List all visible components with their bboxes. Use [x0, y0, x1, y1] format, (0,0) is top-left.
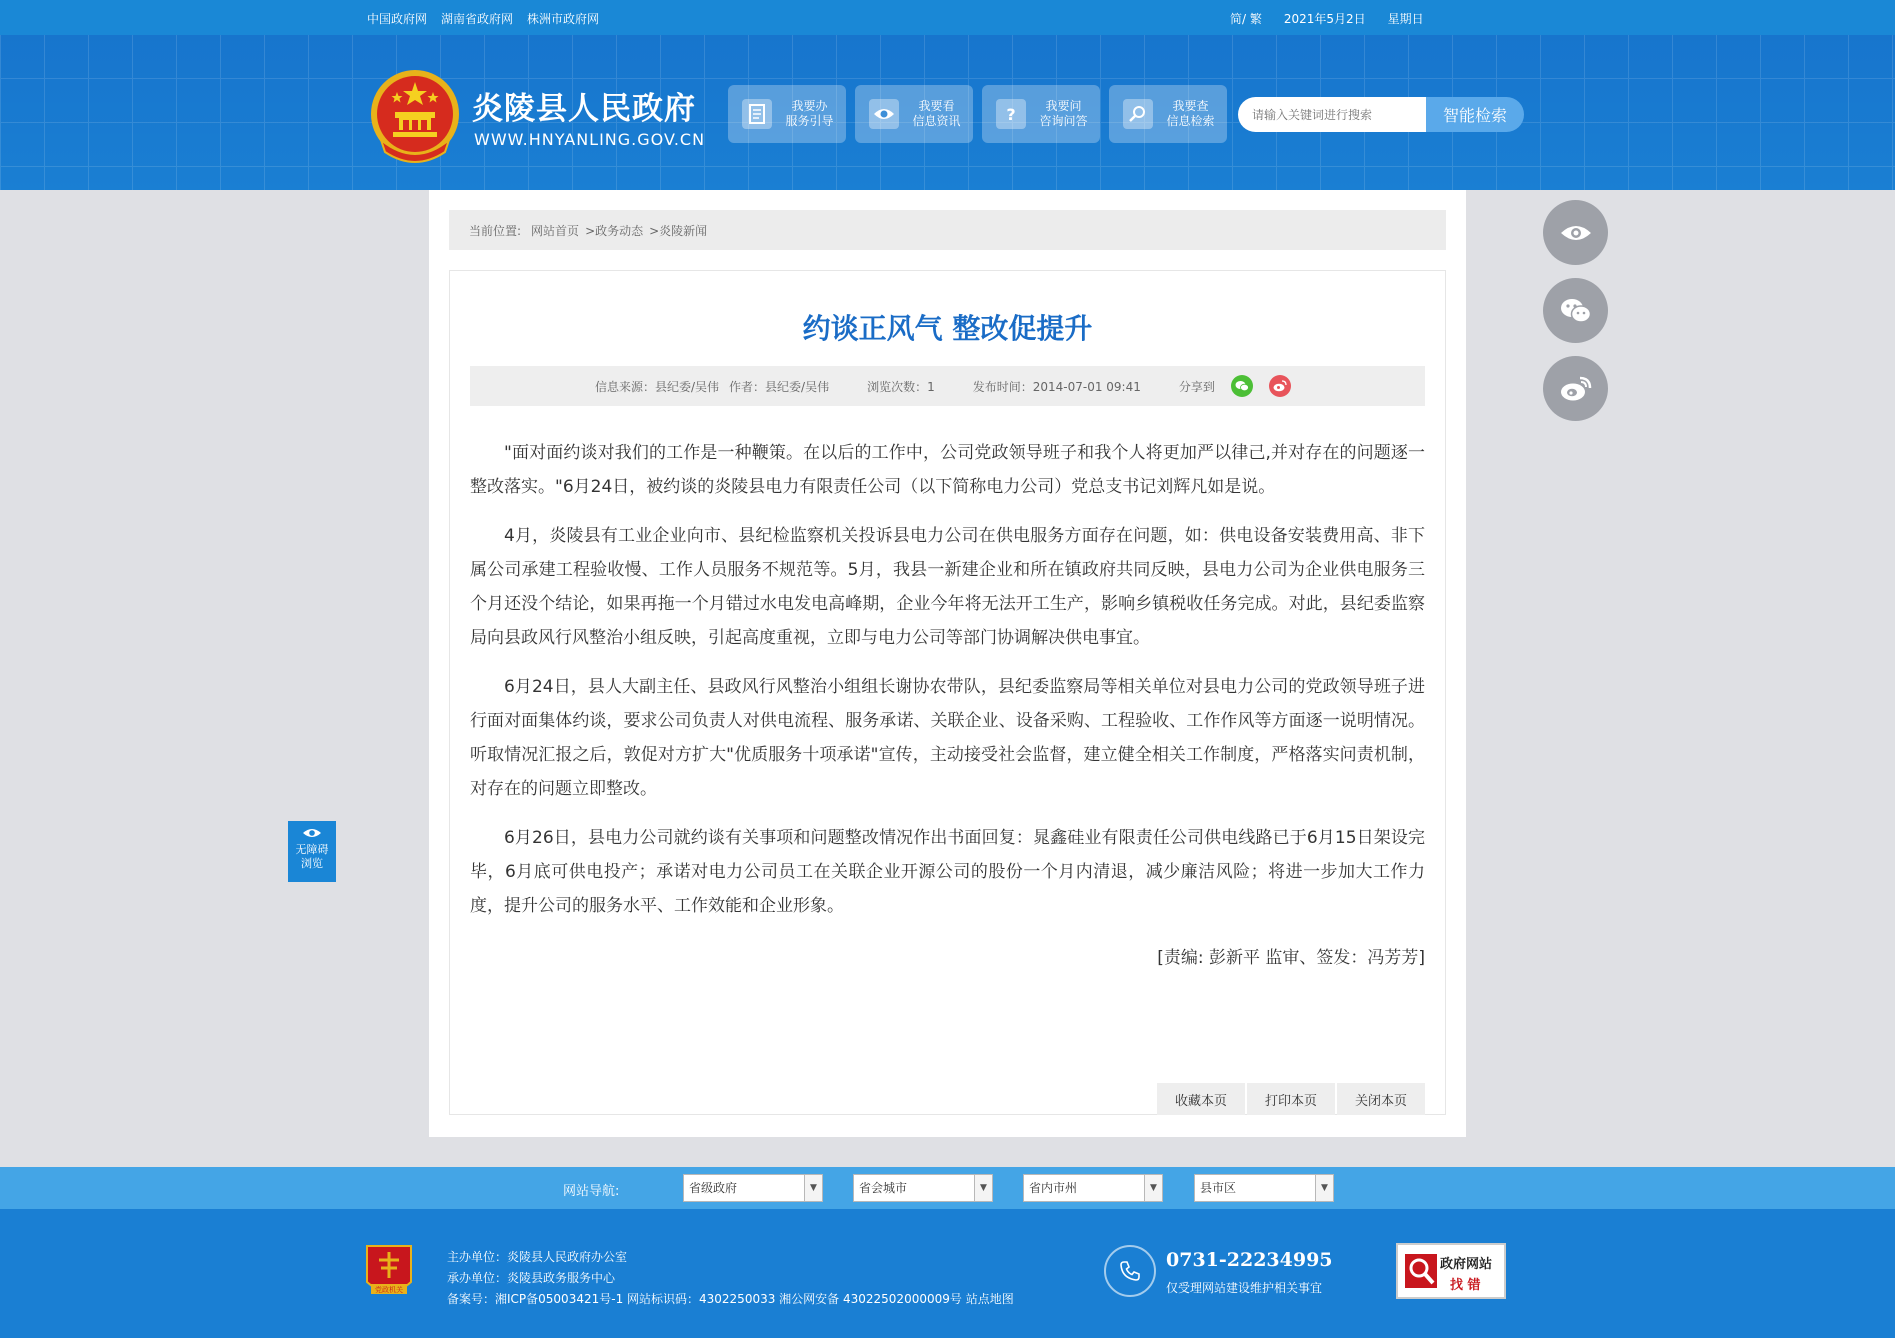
article-content	[470, 436, 1425, 938]
chevron-down-icon: ▼	[804, 1175, 822, 1201]
svg-text:党政机关: 党政机关	[375, 1286, 403, 1294]
print-page-button[interactable]: 打印本页	[1247, 1083, 1335, 1115]
search-box	[1238, 97, 1524, 132]
accessibility-label-2: 浏览	[301, 857, 323, 870]
question-icon: ?	[996, 99, 1026, 129]
find-error-button[interactable]	[1396, 1243, 1506, 1299]
chevron-down-icon: ▼	[974, 1175, 992, 1201]
article-editor: [责编: 彭新平 监审、签发：冯芳芳]	[1157, 948, 1425, 968]
article-actions	[1157, 1083, 1425, 1115]
phone-icon	[1104, 1245, 1156, 1297]
footer-info	[447, 1247, 1014, 1310]
article-meta	[470, 366, 1425, 406]
select-provincial-gov[interactable]: 省级政府 ▼	[683, 1174, 823, 1202]
float-wechat-icon[interactable]	[1543, 278, 1608, 343]
footer-phone-desc: 仅受理网站建设维护相关事宜	[1166, 1281, 1323, 1295]
link-hunan-gov[interactable]: 湖南省政府网	[441, 12, 514, 26]
top-right	[1230, 10, 1424, 27]
share-weibo-icon[interactable]	[1269, 375, 1291, 397]
link-china-gov[interactable]: 中国政府网	[367, 12, 428, 26]
main-panel	[429, 190, 1466, 1137]
meta-source: 信息来源：县纪委/吴伟	[595, 379, 720, 394]
select-capital-cities[interactable]: 省会城市 ▼	[853, 1174, 993, 1202]
close-page-button[interactable]: 关闭本页	[1337, 1083, 1425, 1115]
magnifier-icon	[1123, 99, 1153, 129]
eye-icon	[869, 99, 899, 129]
service-guide-button[interactable]	[728, 85, 846, 143]
site-domain: WWW.HNYANLING.GOV.CN	[474, 130, 706, 149]
consult-qa-label: 我要问 咨询问答	[1039, 99, 1088, 128]
float-weibo-icon[interactable]	[1543, 356, 1608, 421]
footer-nav	[0, 1167, 1895, 1209]
meta-views: 浏览次数：1	[867, 379, 935, 394]
share-wechat-icon[interactable]	[1231, 375, 1253, 397]
site-footer	[0, 1209, 1895, 1338]
site-header	[0, 35, 1895, 190]
article	[449, 270, 1446, 1115]
select-counties[interactable]: 县市区 ▼	[1194, 1174, 1334, 1202]
info-news-label: 我要看 信息资讯	[912, 99, 961, 128]
breadcrumb-home[interactable]: 网站首页	[531, 223, 580, 238]
breadcrumb-yanling-news[interactable]: >炎陵新闻	[649, 223, 708, 238]
chevron-down-icon: ▼	[1144, 1175, 1162, 1201]
find-error-label-1: 政府网站	[1440, 1257, 1493, 1272]
lang-switch[interactable]: 简/ 繁	[1230, 12, 1262, 26]
breadcrumb-gov-news[interactable]: >政务动态	[585, 223, 644, 238]
footer-host: 主办单位：炎陵县人民政府办公室	[447, 1250, 628, 1264]
link-zhuzhou-gov[interactable]: 株洲市政府网	[527, 12, 600, 26]
national-emblem-icon[interactable]	[367, 68, 463, 168]
info-search-label: 我要查 信息检索	[1166, 99, 1215, 128]
select-province-cities[interactable]: 省内市州 ▼	[1023, 1174, 1163, 1202]
footer-record: 备案号：湘ICP备05003421号-1 网站标识码：4302250033 湘公网安备 43022502000009号 站点地图	[447, 1292, 1014, 1306]
current-date: 2021年5月2日	[1283, 12, 1366, 26]
party-gov-badge-icon[interactable]	[363, 1242, 415, 1302]
info-news-button[interactable]	[855, 85, 973, 143]
service-guide-label: 我要办 服务引导	[785, 99, 834, 128]
bookmark-page-button[interactable]: 收藏本页	[1157, 1083, 1245, 1115]
article-paragraph: "面对面约谈对我们的工作是一种鞭策。在以后的工作中，公司党政领导班子和我个人将更加严以律己,并对存在的问题逐一整改落实。"6月24日，被约谈的炎陵县电力有限责任公司（以下简称电力公司）党总支书记刘辉凡如是说。	[470, 443, 1425, 497]
top-links	[367, 10, 599, 27]
consult-qa-button[interactable]	[982, 85, 1100, 143]
breadcrumb-prefix: 当前位置:	[469, 223, 522, 238]
breadcrumb	[449, 210, 1446, 250]
info-search-button[interactable]	[1109, 85, 1227, 143]
article-paragraph: 6月26日，县电力公司就约谈有关事项和问题整改情况作出书面回复：晁鑫硅业有限责任公司供电线路已于6月15日架设完毕，6月底可供电投产；承诺对电力公司员工在关联企业开源公司的股份一个月内清退，减少廉洁风险；将进一步加大工作力度，提升公司的服务水平、工作效能和企业形象。	[470, 828, 1425, 916]
find-error-label-2: 找 错	[1450, 1278, 1481, 1293]
article-paragraph: 4月，炎陵县有工业企业向市、县纪检监察机关投诉县电力公司在供电服务方面存在问题，如：供电设备安装费用高、非下属公司承建工程验收慢、工作人员服务不规范等。5月，我县一新建企业和所在镇政府共同反映，县电力公司为企业供电服务三个月还没个结论，如果再拖一个月错过水电发电高峰期，企业今年将无法开工生产，影响乡镇税收任务完成。对此，县纪委监察局向县政风行风整治小组反映，引起高度重视，立即与电力公司等部门协调解决供电事宜。	[470, 526, 1425, 648]
chevron-down-icon: ▼	[1315, 1175, 1333, 1201]
meta-share-label: 分享到	[1178, 379, 1215, 394]
search-button[interactable]: 智能检索	[1426, 97, 1524, 132]
float-eye-icon[interactable]	[1543, 200, 1608, 265]
current-weekday: 星期日	[1387, 12, 1424, 26]
site-title: 炎陵县人民政府	[472, 91, 696, 127]
eye-icon	[302, 827, 322, 839]
search-input[interactable]	[1238, 97, 1428, 132]
magnifier-icon	[1404, 1253, 1438, 1289]
footer-undertaker: 承办单位：炎陵县政务服务中心	[447, 1271, 616, 1285]
meta-author: 作者：县纪委/吴伟	[729, 379, 830, 394]
document-icon	[742, 99, 772, 129]
footer-phone: 0731-22234995	[1166, 1249, 1333, 1271]
article-paragraph: 6月24日，县人大副主任、县政风行风整治小组组长谢协农带队，县纪委监察局等相关单位对县电力公司的党政领导班子进行面对面集体约谈，要求公司负责人对供电流程、服务承诺、关联企业、设备采购、工程验收、工作作风等方面逐一说明情况。听取情况汇报之后，敦促对方扩大"优质服务十项承诺"宣传，主动接受社会监督，建立健全相关工作制度，严格落实问责机制，对存在的问题立即整改。	[470, 677, 1425, 799]
meta-published: 发布时间：2014-07-01 09:41	[972, 379, 1141, 394]
footer-nav-label: 网站导航:	[563, 1184, 620, 1199]
accessibility-label-1: 无障碍	[295, 843, 329, 856]
top-bar	[0, 0, 1895, 35]
article-title: 约谈正风气 整改促提升	[802, 312, 1093, 345]
accessibility-button[interactable]	[288, 821, 336, 882]
